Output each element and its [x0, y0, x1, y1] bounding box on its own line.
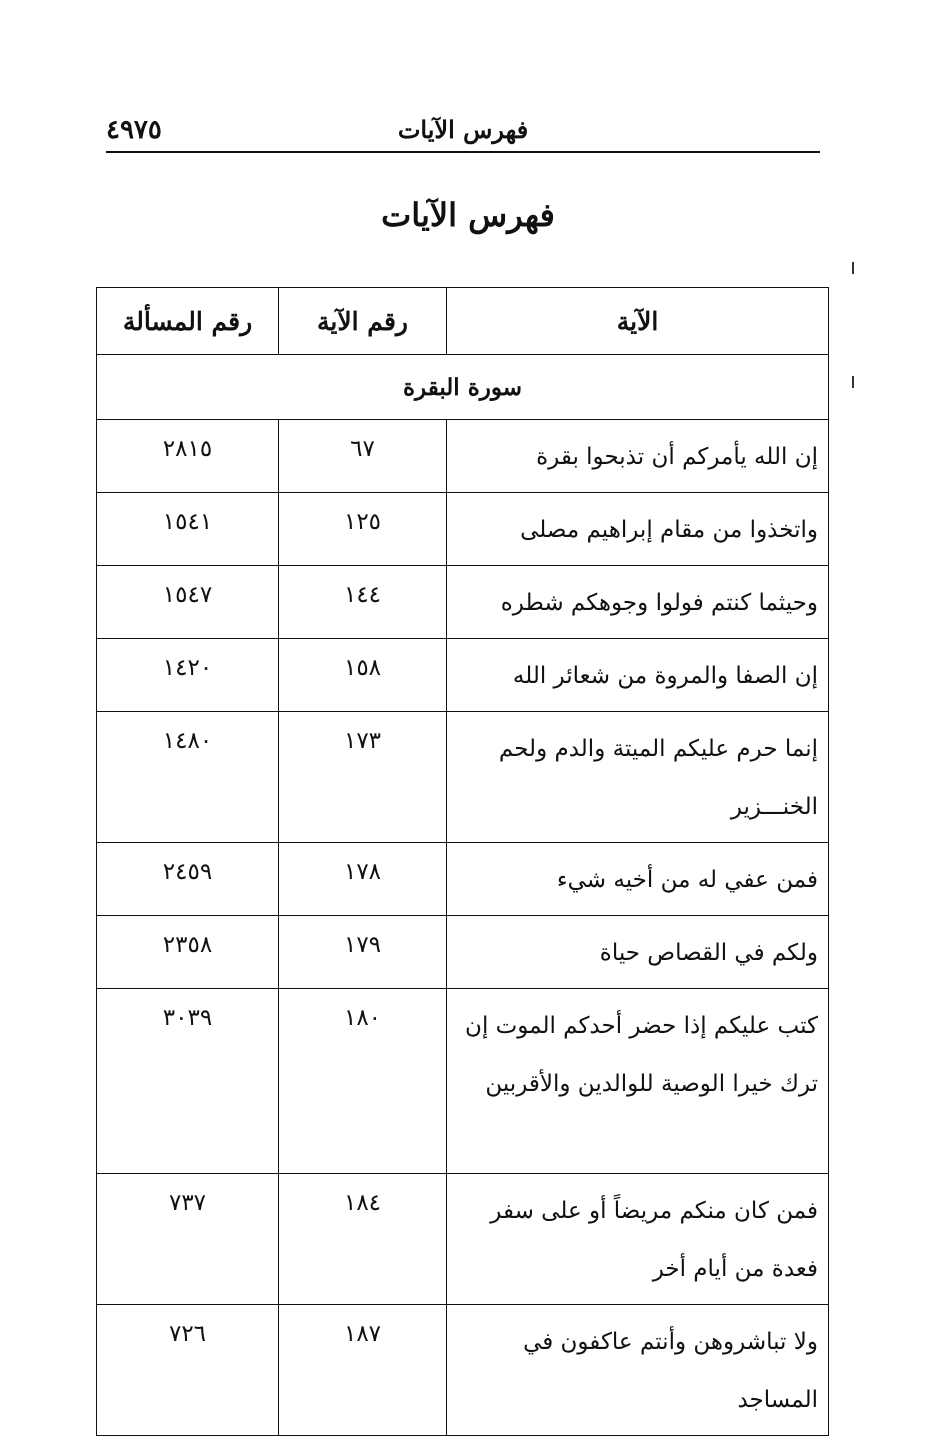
- verse-number: ١٢٥: [279, 493, 447, 566]
- margin-mark: [852, 262, 854, 274]
- table-row: [97, 493, 829, 566]
- issue-number: ٢٨١٥: [97, 420, 279, 493]
- column-header-verse: الآية: [447, 288, 829, 355]
- margin-mark: [852, 376, 854, 388]
- issue-number: ٣٠٣٩: [97, 989, 279, 1174]
- issue-number: ٢٤٥٩: [97, 843, 279, 916]
- surah-row: [97, 355, 829, 420]
- verse-text: إن الله يأمركم أن تذبحوا بقرة: [447, 420, 829, 493]
- running-header: [106, 105, 820, 153]
- issue-number: ١٤٢٠: [97, 639, 279, 712]
- verse-text: واتخذوا من مقام إبراهيم مصلى: [447, 493, 829, 566]
- verse-text: إن الصفا والمروة من شعائر الله: [447, 639, 829, 712]
- table-row: [97, 916, 829, 989]
- table-row: [97, 843, 829, 916]
- table-row: [97, 1174, 829, 1305]
- table-header-row: [97, 288, 829, 355]
- table-row: [97, 566, 829, 639]
- verse-number: ١٧٩: [279, 916, 447, 989]
- verse-number: ١٨٠: [279, 989, 447, 1174]
- verse-number: ١٨٧: [279, 1305, 447, 1436]
- verse-text: ولكم في القصاص حياة: [447, 916, 829, 989]
- verse-text: وحيثما كنتم فولوا وجوهكم شطره: [447, 566, 829, 639]
- issue-number: ١٤٨٠: [97, 712, 279, 843]
- verse-number: ١٤٤: [279, 566, 447, 639]
- surah-name: سورة البقرة: [97, 355, 829, 420]
- column-header-verse-number: رقم الآية: [279, 288, 447, 355]
- table-row: [97, 712, 829, 843]
- page-number: ٤٩٧٥: [106, 115, 162, 145]
- table-row: [97, 1305, 829, 1436]
- verse-index-table: [96, 287, 829, 1436]
- verse-text: فمن عفي له من أخيه شيء: [447, 843, 829, 916]
- issue-number: ٧٣٧: [97, 1174, 279, 1305]
- verse-text: ولا تباشروهن وأنتم عاكفون في المساجد: [447, 1305, 829, 1436]
- table-row: [97, 989, 829, 1174]
- verse-text: إنما حرم عليكم الميتة والدم ولحم الخنـــزير: [447, 712, 829, 843]
- table-row: [97, 639, 829, 712]
- page-title: فهرس الآيات: [381, 196, 555, 234]
- verse-text: فمن كان منكم مريضاً أو على سفر فعدة من أيام أخر: [447, 1174, 829, 1305]
- verse-number: ١٨٤: [279, 1174, 447, 1305]
- verse-text: كتب عليكم إذا حضر أحدكم الموت إن ترك خيرا الوصية للوالدين والأقربين: [447, 989, 829, 1174]
- issue-number: ٧٢٦: [97, 1305, 279, 1436]
- issue-number: ١٥٤١: [97, 493, 279, 566]
- issue-number: ١٥٤٧: [97, 566, 279, 639]
- verse-number: ٦٧: [279, 420, 447, 493]
- verse-number: ١٧٣: [279, 712, 447, 843]
- column-header-issue-number: رقم المسألة: [97, 288, 279, 355]
- table-row: [97, 420, 829, 493]
- verse-number: ١٧٨: [279, 843, 447, 916]
- issue-number: ٢٣٥٨: [97, 916, 279, 989]
- running-title: فهرس الآيات: [397, 115, 529, 144]
- verse-number: ١٥٨: [279, 639, 447, 712]
